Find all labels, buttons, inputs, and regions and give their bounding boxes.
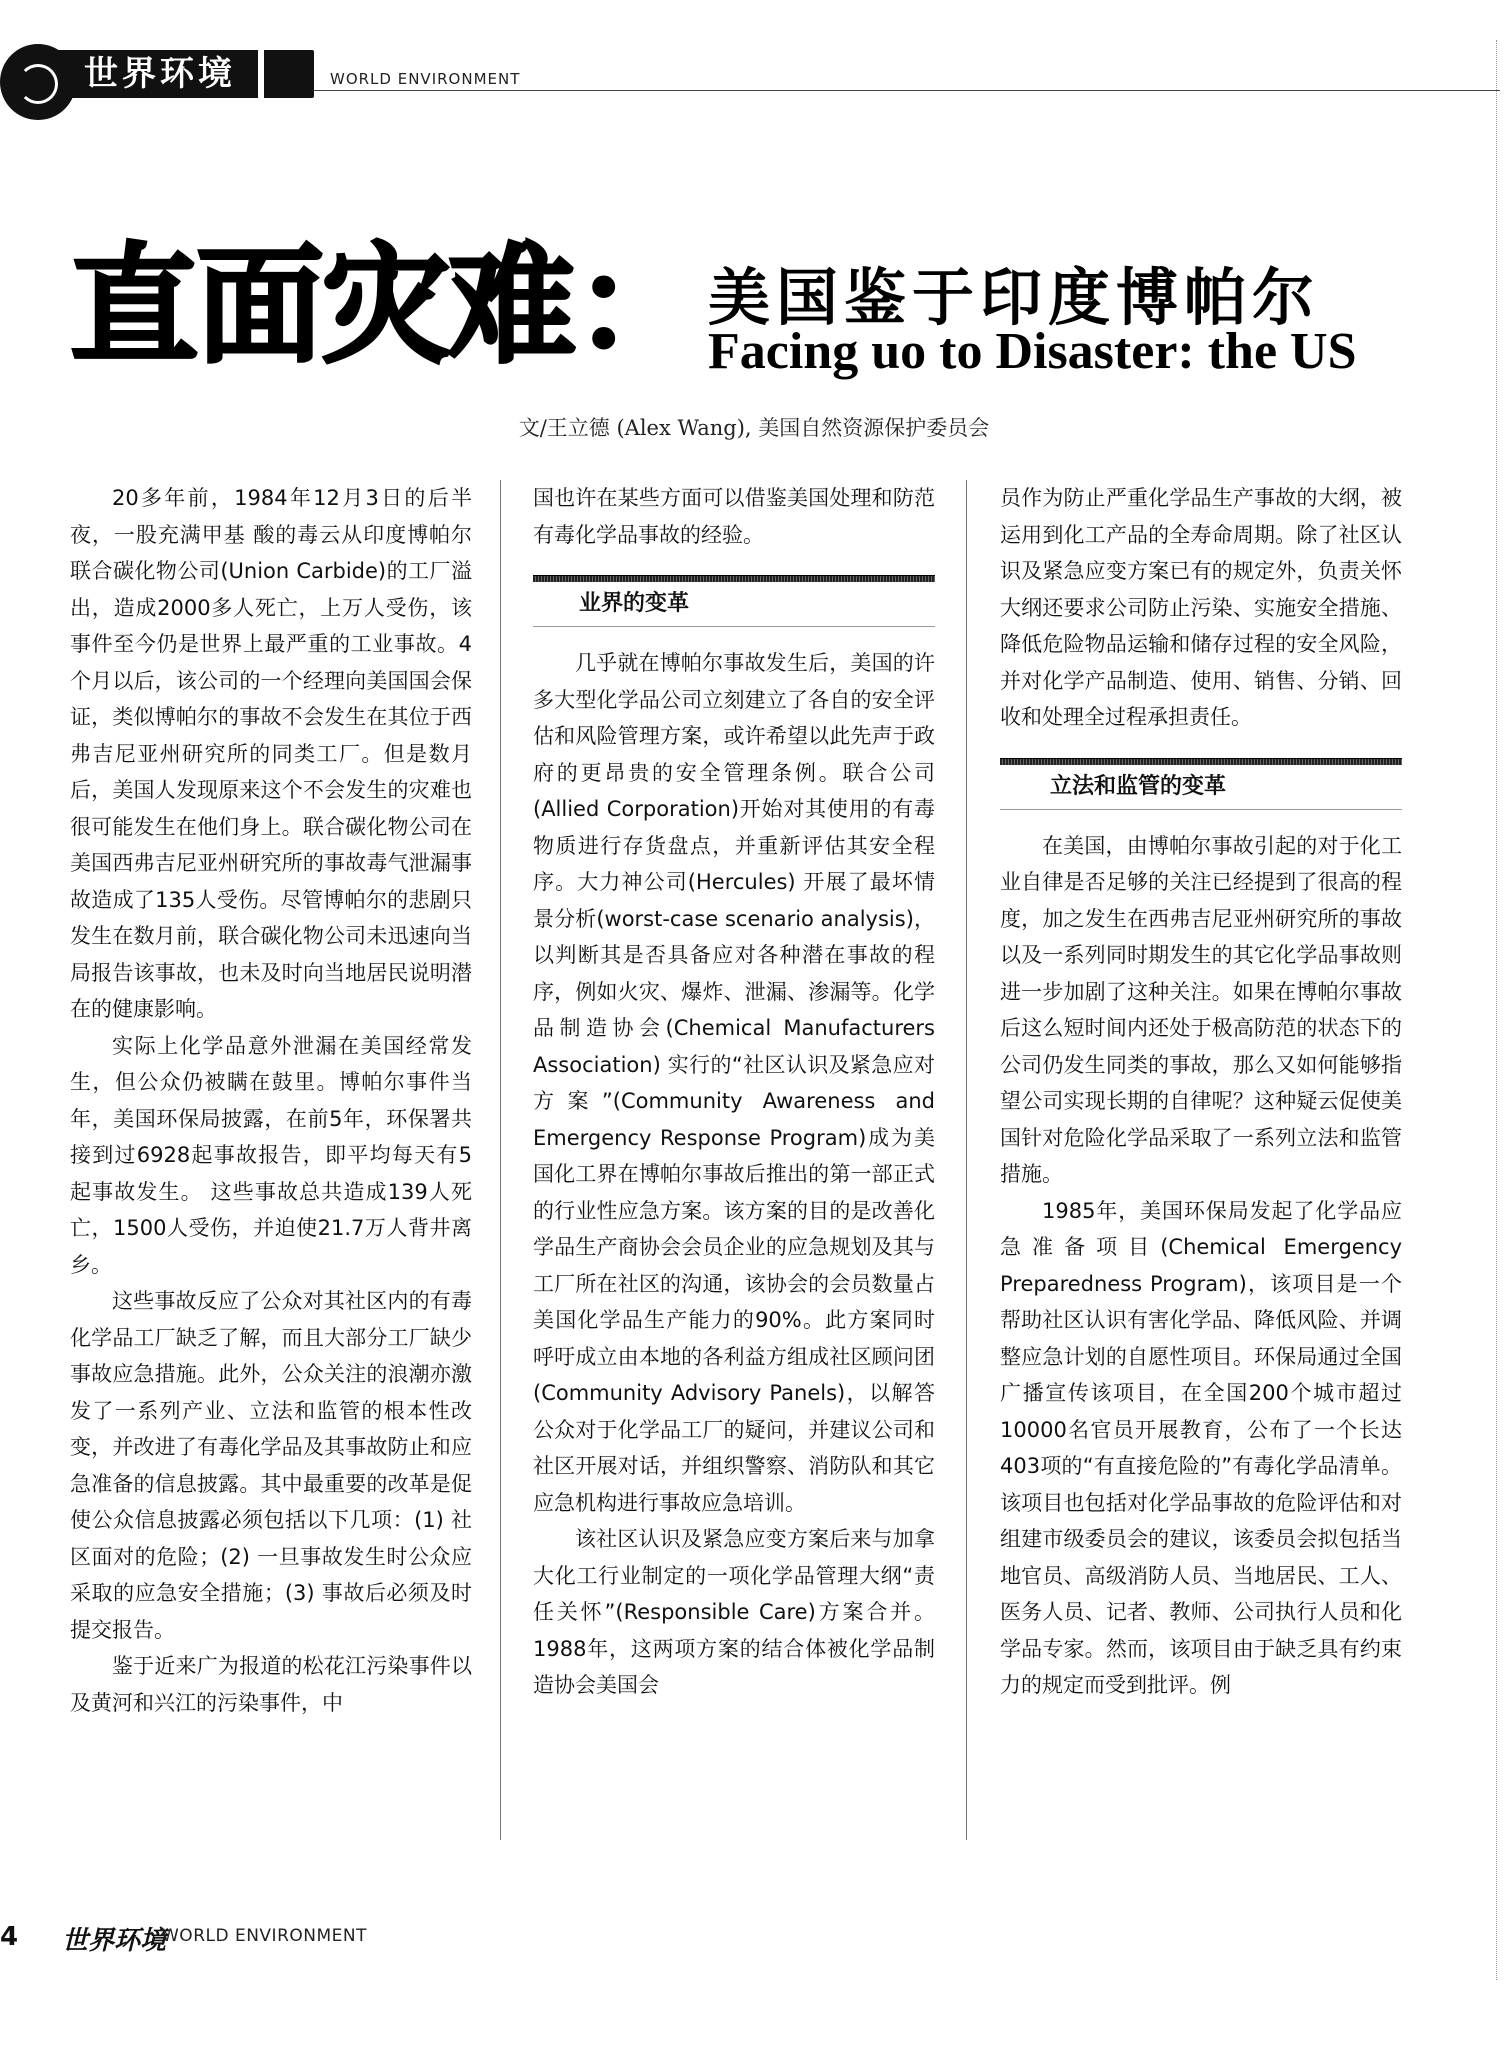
paragraph: 20多年前，1984年12月3日的后半夜，一股充满甲基 酸的毒云从印度博帕尔联合碳化物公司(Union Carbide)的工厂溢出，造成2000多人死亡，上万人受伤，该事件至今仍是世界上最严重的工业事故。4个月以后，该公司的一个经理向美国国会保证，类似博帕尔的事故不会发生在其位于西弗吉尼亚州研究所的同类工厂。但是数月后，美国人发现原来这个不会发生的灾难也很可能发生在他们身上。联合碳化物公司在美国西弗吉尼亚州研究所的事故毒气泄漏事故造成了135人受伤。尽管博帕尔的悲剧只发生在数月前，联合碳化物公司未迅速向当局报告该事故，也未及时向当地居民说明潜在的健康影响。	[70, 486, 472, 1021]
paragraph: 该社区认识及紧急应变方案后来与加拿大化工行业制定的一项化学品管理大纲“责任关怀”(Responsible Care)方案合并。1988年，这两项方案的结合体被化学品制造协会美国会	[533, 1527, 935, 1697]
journal-logo: 世界环境	[62, 1926, 167, 1956]
article-column-3	[1000, 480, 1402, 1704]
article-byline: 文/王立德 (Alex Wang), 美国自然资源保护委员会	[518, 416, 990, 440]
article-column-1	[70, 480, 472, 1721]
section-heading-label: 业界的变革	[533, 582, 935, 627]
header-bar-divider	[258, 50, 264, 98]
paragraph: 实际上化学品意外泄漏在美国经常发生，但公众仍被瞒在鼓里。博帕尔事件当年，美国环保局披露，在前5年，环保署共接到过6928起事故报告，即平均每天有5起事故发生。 这些事故总共造成139人死亡，1500人受伤，并迫使21.7万人背井离乡。	[70, 1033, 472, 1277]
paragraph: 员作为防止严重化学品生产事故的大纲，被运用到化工产品的全寿命周期。除了社区认识及紧急应变方案已有的规定外，负责关怀大纲还要求公司防止污染、实施安全措施、降低危险物品运输和储存过程的安全风险，并对化学产品制造、使用、销售、分销、回收和处理全过程承担责任。	[1000, 486, 1402, 729]
paragraph: 鉴于近来广为报道的松花江污染事件以及黄河和兴江的污染事件，中	[70, 1654, 472, 1715]
header-rule	[314, 90, 1500, 91]
journal-name-en: WORLD ENVIRONMENT	[162, 1926, 367, 1946]
section-title-cn: 世界环境	[84, 54, 236, 94]
page-number: 4	[0, 1922, 19, 1952]
section-heading	[533, 575, 935, 627]
section-heading-label: 立法和监管的变革	[1000, 765, 1402, 810]
article-title-main: 直面灾难：	[70, 231, 701, 381]
article-column-2	[533, 480, 935, 1704]
heading-rule	[533, 575, 935, 582]
column-divider	[966, 480, 967, 1840]
article-title-sub-cn: 美国鉴于印度博帕尔	[708, 261, 1321, 334]
page-edge	[1496, 40, 1497, 1980]
paragraph: 1985年，美国环保局发起了化学品应急准备项目(Chemical Emergency Preparedness Program)，该项目是一个帮助社区认识有害化学品、降低风险、并调整应急计划的自愿性项目。环保局通过全国广播宣传该项目，在全国200个城市超过10000名官员开展教育，公布了一个长达403项的“有直接危险的”有毒化学品清单。该项目也包括对化学品事故的危险评估和对组建市级委员会的建议，该委员会拟包括当地官员、高级消防人员、当地居民、工人、医务人员、记者、教师、公司执行人员和化学品专家。然而，该项目由于缺乏具有约束力的规定而受到批评。例	[1000, 1198, 1402, 1697]
paragraph: 国也许在某些方面可以借鉴美国处理和防范有毒化学品事故的经验。	[533, 486, 935, 547]
column-divider	[500, 480, 501, 1840]
paragraph: 在美国，由博帕尔事故引起的对于化工业自律是否足够的关注已经提到了很高的程度，加之发生在西弗吉尼亚州研究所的事故以及一系列同时期发生的其它化学品事故则进一步加剧了这种关注。如果在博帕尔事故后这么短时间内还处于极高防范的状态下的公司仍发生同类的事故，那么又如何能够指望公司实现长期的自律呢？这种疑云促使美国针对危险化学品采取了一系列立法和监管措施。	[1000, 833, 1402, 1186]
paragraph: 这些事故反应了公众对其社区内的有毒化学品工厂缺乏了解，而且大部分工厂缺少事故应急措施。此外，公众关注的浪潮亦激发了一系列产业、立法和监管的根本性改变，并改进了有毒化学品及其事故防止和应急准备的信息披露。其中最重要的改革是促使公众信息披露必须包括以下几项：(1) 社区面对的危险；(2) 一旦事故发生时公众应采取的应急安全措施；(3) 事故后必须及时提交报告。	[70, 1289, 472, 1642]
magazine-logo-icon	[0, 44, 76, 120]
section-heading	[1000, 758, 1402, 810]
heading-rule	[1000, 758, 1402, 765]
section-title-en: WORLD ENVIRONMENT	[330, 70, 521, 88]
paragraph: 几乎就在博帕尔事故发生后，美国的许多大型化学品公司立刻建立了各自的安全评估和风险管理方案，或许希望以此先声于政府的更昂贵的安全管理条例。联合公司(Allied Corporation)开始对其使用的有毒物质进行存货盘点，并重新评估其安全程序。大力神公司(Hercules) 开展了最坏情景分析(worst-case scenario analysis)，以判断其是否具备应对各种潜在事故的程序，例如火灾、爆炸、泄漏、渗漏等。化学品制造协会(Chemical Manufacturers Association) 实行的“社区认识及紧急应对方案”(Community Awareness and Emergency Response Program)成为美国化工界在博帕尔事故后推出的第一部正式的行业性应急方案。该方案的目的是改善化学品生产商协会会员企业的应急规划及其与工厂所在社区的沟通，该协会的会员数量占美国化学品生产能力的90%。此方案同时呼吁成立由本地的各利益方组成社区顾问团(Community Advisory Panels)，以解答公众对于化学品工厂的疑问，并建议公司和社区开展对话，并组织警察、消防队和其它应急机构进行事故应急培训。	[533, 651, 935, 1515]
article-title-sub-en: Facing uo to Disaster: the US	[708, 323, 1357, 380]
